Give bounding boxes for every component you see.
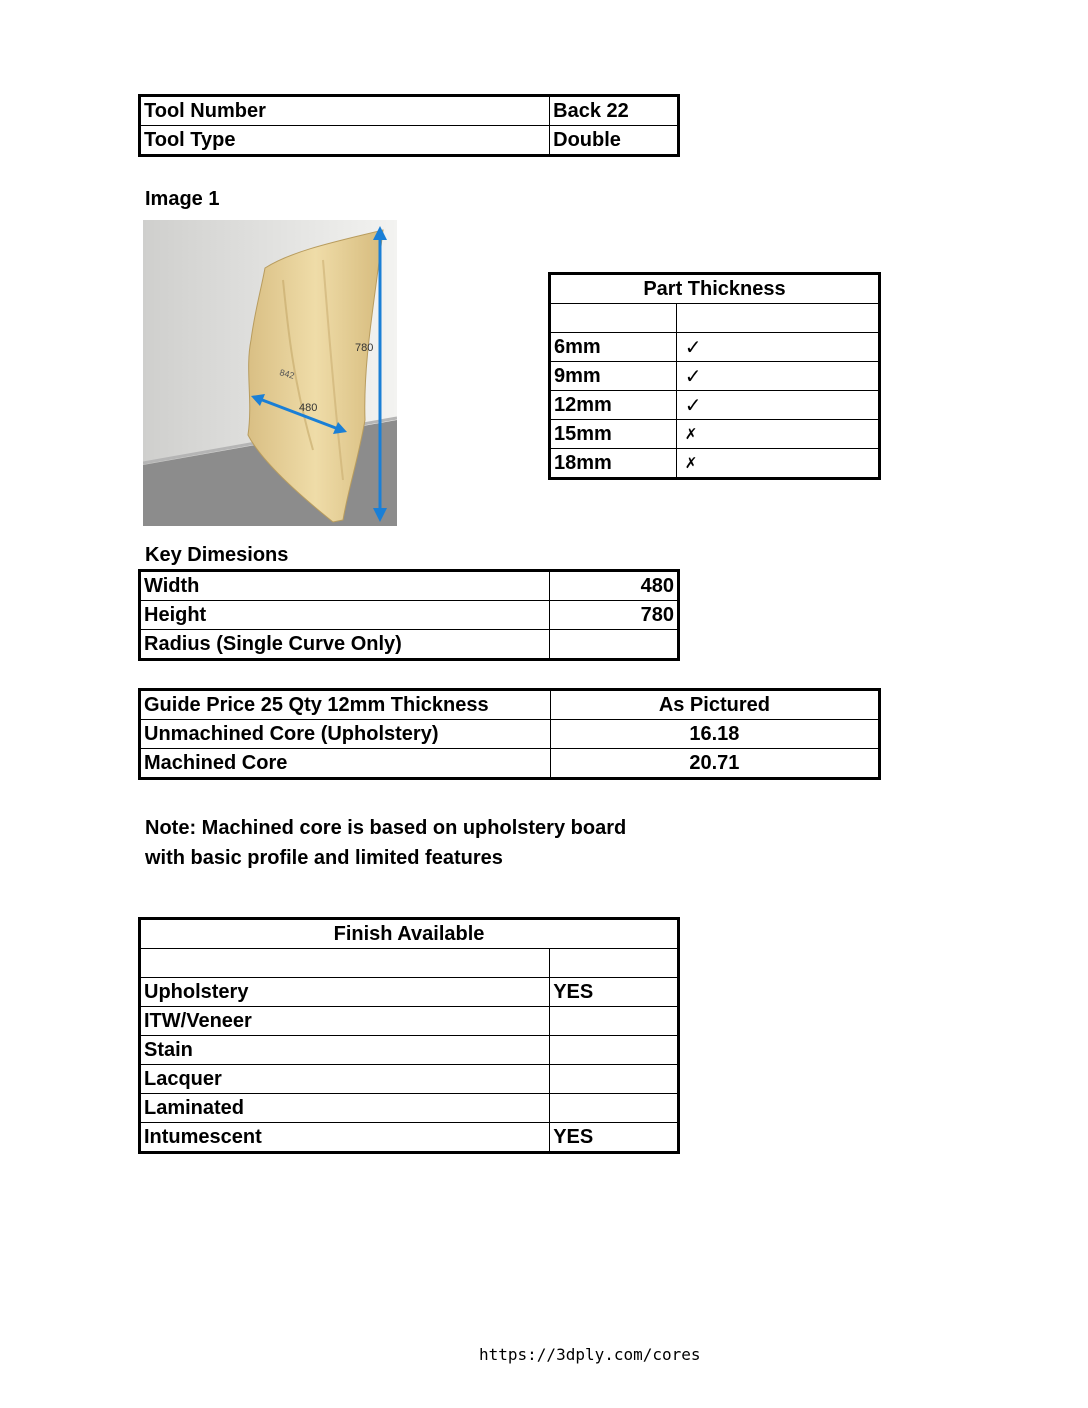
photo-width-annotation: 480: [299, 402, 318, 414]
note-line-2: with basic profile and limited features: [145, 847, 503, 869]
table-row: [141, 97, 678, 126]
height-value: 780: [550, 601, 678, 630]
table-row: [141, 978, 678, 1007]
table-row: [141, 949, 678, 978]
unmachined-core-price: 16.18: [550, 720, 878, 749]
key-dimensions-title: Key Dimesions: [145, 544, 289, 566]
note-line-1: Note: Machined core is based on upholstery board: [145, 817, 627, 839]
part-thickness-title: Part Thickness: [551, 275, 879, 304]
cross-icon: ✗: [676, 449, 878, 478]
tool-number-label: Tool Number: [141, 97, 550, 126]
finish-table: [140, 919, 678, 1152]
tool-number-value: Back 22: [550, 97, 678, 126]
machined-core-price: 20.71: [550, 749, 878, 778]
footer-url[interactable]: https://3dply.com/cores: [479, 1345, 701, 1364]
check-icon: ✓: [676, 391, 878, 420]
width-label: Width: [141, 572, 550, 601]
guide-price-table: [140, 690, 879, 778]
table-row: [141, 572, 678, 601]
table-row: [141, 1007, 678, 1036]
thickness-size: 18mm: [551, 449, 677, 478]
table-row: [551, 420, 879, 449]
table-row: [551, 304, 879, 333]
table-row: [141, 1094, 678, 1123]
finish-value: YES: [550, 978, 678, 1007]
machined-core-label: Machined Core: [141, 749, 551, 778]
cross-icon: ✗: [676, 420, 878, 449]
tool-info-table: [140, 96, 678, 155]
finish-value: [550, 1036, 678, 1065]
tool-type-label: Tool Type: [141, 126, 550, 155]
finish-label: Laminated: [141, 1094, 550, 1123]
table-row: [141, 720, 879, 749]
unmachined-core-label: Unmachined Core (Upholstery): [141, 720, 551, 749]
thickness-size: 9mm: [551, 362, 677, 391]
thickness-size: 15mm: [551, 420, 677, 449]
part-thickness-table: [550, 274, 879, 478]
guide-price-header: Guide Price 25 Qty 12mm Thickness: [141, 691, 551, 720]
finish-value: [550, 1065, 678, 1094]
finish-value: [550, 1007, 678, 1036]
photo-diag-annotation: 842: [278, 367, 296, 381]
tool-type-value: Double: [550, 126, 678, 155]
finish-value: [550, 1094, 678, 1123]
image-caption: Image 1: [145, 188, 220, 210]
table-row: [551, 333, 879, 362]
finish-label: ITW/Veneer: [141, 1007, 550, 1036]
radius-label: Radius (Single Curve Only): [141, 630, 550, 659]
finish-label: Upholstery: [141, 978, 550, 1007]
thickness-size: 12mm: [551, 391, 677, 420]
finish-value: YES: [550, 1123, 678, 1152]
radius-value: [550, 630, 678, 659]
table-row: [141, 1036, 678, 1065]
table-row: [141, 749, 879, 778]
finish-label: Lacquer: [141, 1065, 550, 1094]
table-row: [141, 1065, 678, 1094]
check-icon: ✓: [676, 362, 878, 391]
table-row: [141, 920, 678, 949]
table-row: [141, 601, 678, 630]
finish-title: Finish Available: [141, 920, 678, 949]
finish-label: Intumescent: [141, 1123, 550, 1152]
table-row: [141, 1123, 678, 1152]
table-row: [551, 391, 879, 420]
check-icon: ✓: [676, 333, 878, 362]
table-row: [141, 691, 879, 720]
table-row: [551, 362, 879, 391]
table-row: [141, 630, 678, 659]
height-label: Height: [141, 601, 550, 630]
note-text: [145, 813, 626, 873]
thickness-size: 6mm: [551, 333, 677, 362]
table-row: [551, 449, 879, 478]
product-photo: [143, 220, 397, 526]
as-pictured-header: As Pictured: [550, 691, 878, 720]
table-row: [141, 126, 678, 155]
width-value: 480: [550, 572, 678, 601]
photo-height-annotation: 780: [355, 342, 374, 354]
finish-label: Stain: [141, 1036, 550, 1065]
table-row: [551, 275, 879, 304]
key-dimensions-table: [140, 571, 678, 659]
